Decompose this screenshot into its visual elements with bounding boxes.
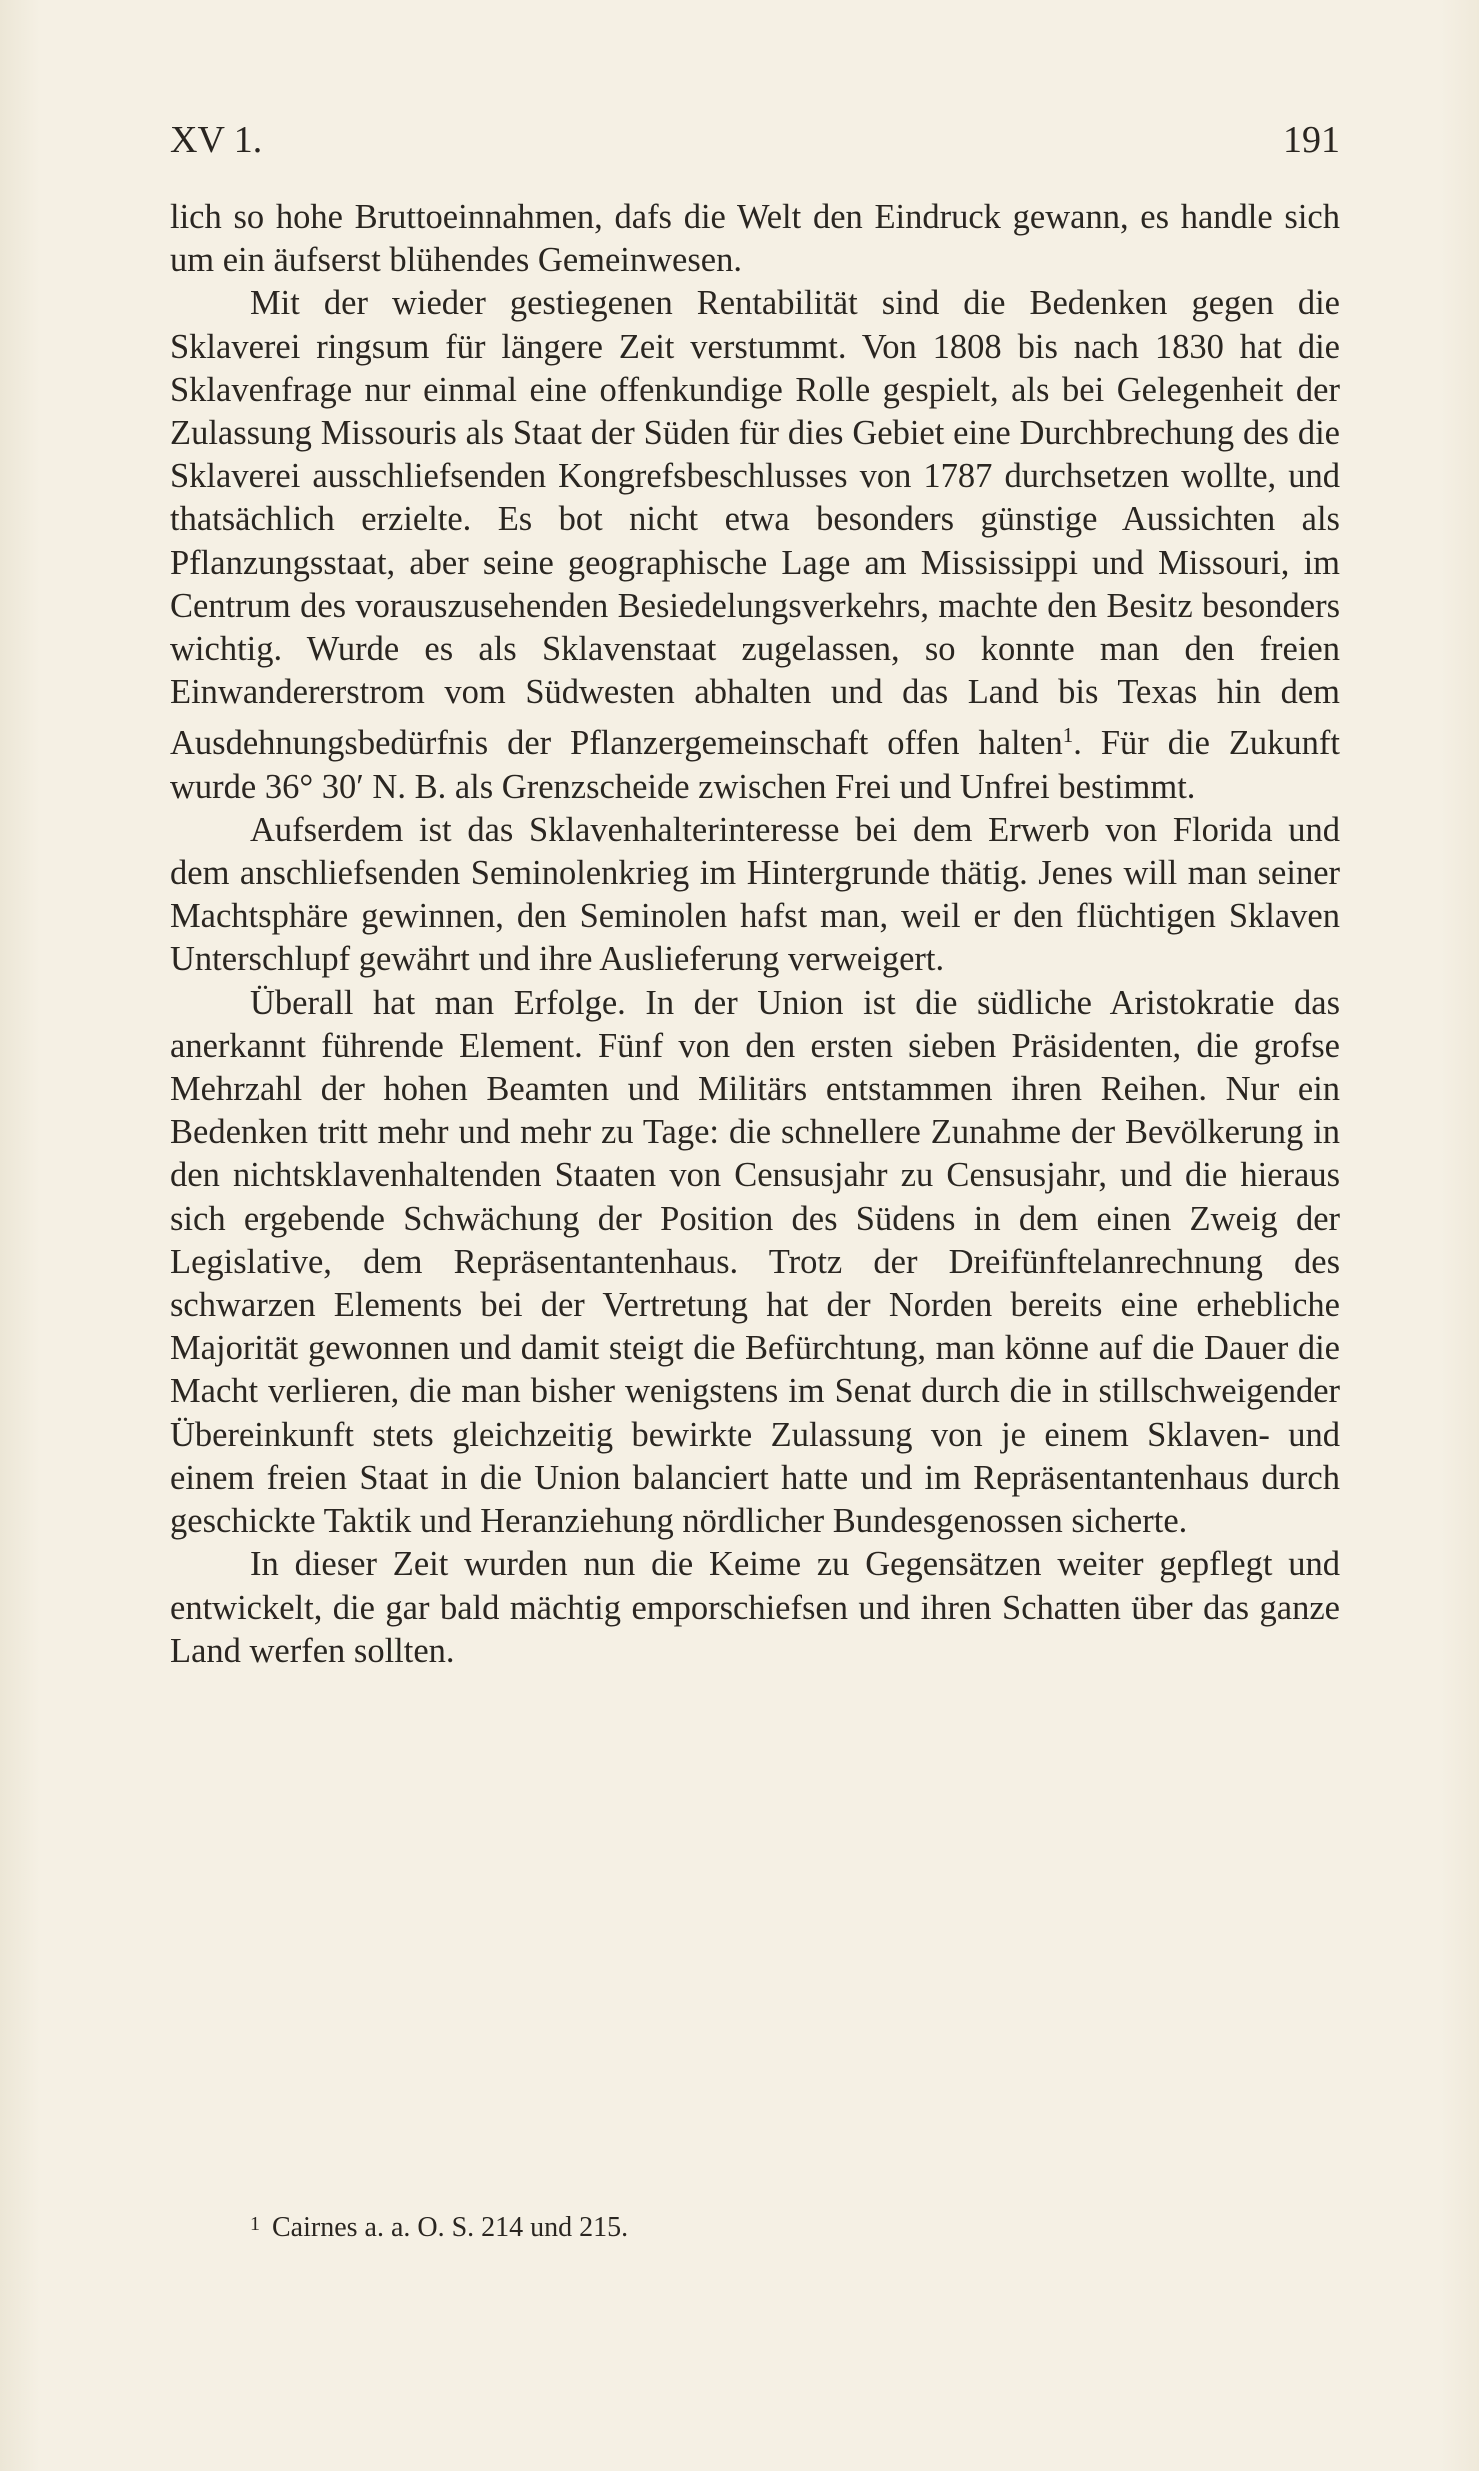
section-label: XV 1. bbox=[170, 119, 263, 161]
footnote-mark: 1 bbox=[250, 2213, 260, 2235]
paragraph-1: lich so hohe Bruttoeinnahmen, dafs die Welt den Eindruck gewann, es handle sich um ein äufserst blühendes Gemeinwesen. bbox=[170, 198, 1340, 280]
body-text bbox=[170, 196, 1340, 1673]
paragraph-2 bbox=[170, 282, 1340, 808]
paragraph-3: Aufserdem ist das Sklavenhalterinteresse bei dem Erwerb von Florida und dem anschliefsenden Seminolenkrieg im Hintergrunde thätig. Jenes will man seiner Machtsphäre gewinnen, den Seminolen hafst man, weil er den flüchtigen Sklaven Unterschlupf gewährt und ihre Auslieferung verweigert. bbox=[170, 810, 1340, 979]
paragraph-2-main: Mit der wieder gestiegenen Rentabilität sind die Bedenken gegen die Sklaverei ringsum für längere Zeit verstummt. Von 1808 bis nach 1830 hat die Sklavenfrage nur einmal eine offenkundige Rolle gespielt, als bei Gelegenheit der Zulassung Missouris als Staat der Süden für dies Gebiet eine Durchbrechung des die Sklaverei ausschliefsenden Kongrefsbeschlusses von 1787 durchsetzen wollte, und thatsächlich erzielte. Es bot nicht etwa besonders günstige Aussichten als Pflanzungsstaat, aber seine geographische Lage am Mississippi und Missouri, im Centrum des vorauszusehenden Besiedelungsverkehrs, machte den Besitz besonders wichtig. Wurde es als Sklavenstaat zugelassen, so konnte man den freien Einwandererstrom vom Südwesten abhalten und das Land bis Texas hin dem Ausdehnungsbedürfnis der Pflanzergemeinschaft offen halten bbox=[170, 284, 1340, 763]
paragraph-5: In dieser Zeit wurden nun die Keime zu Gegensätzen weiter gepflegt und entwickelt, die gar bald mächtig emporschiefsen und ihren Schatten über das ganze Land werfen sollten. bbox=[170, 1545, 1340, 1670]
footnote bbox=[250, 2207, 1340, 2245]
footnote-reference: 1 bbox=[1062, 723, 1074, 748]
paragraph-2-tail: . Für die Zukunft wurde 36° 30′ N. B. als Grenzscheide zwischen Frei und Unfrei bestimmt. bbox=[170, 724, 1340, 806]
paragraph-4: Überall hat man Erfolge. In der Union ist die südliche Aristokratie das anerkannt führende Element. Fünf von den ersten sieben Präsidenten, die grofse Mehrzahl der hohen Beamten und Militärs entstammen ihren Reihen. Nur ein Bedenken tritt mehr und mehr zu Tage: die schnellere Zunahme der Bevölkerung in den nichtsklavenhaltenden Staaten von Censusjahr zu Censusjahr, und die hieraus sich ergebende Schwächung der Position des Südens in dem einen Zweig der Legislative, dem Repräsentantenhaus. Trotz der Dreifünftelanrechnung des schwarzen Elements bei der Vertretung hat der Norden bereits eine erhebliche Majorität gewonnen und damit steigt die Befürchtung, man könne auf die Dauer die Macht verlieren, die man bisher wenigstens im Senat durch die in stillschweigender Übereinkunft stets gleichzeitig bewirkte Zulassung von je einem Sklaven- und einem freien Staat in die Union balanciert hatte und im Repräsentantenhaus durch geschickte Taktik und Heranziehung nördlicher Bundesgenossen sicherte. bbox=[170, 983, 1340, 1541]
page-number: 191 bbox=[1283, 119, 1340, 161]
footnote-text: Cairnes a. a. O. S. 214 und 215. bbox=[272, 2212, 629, 2243]
running-header bbox=[170, 118, 1340, 168]
